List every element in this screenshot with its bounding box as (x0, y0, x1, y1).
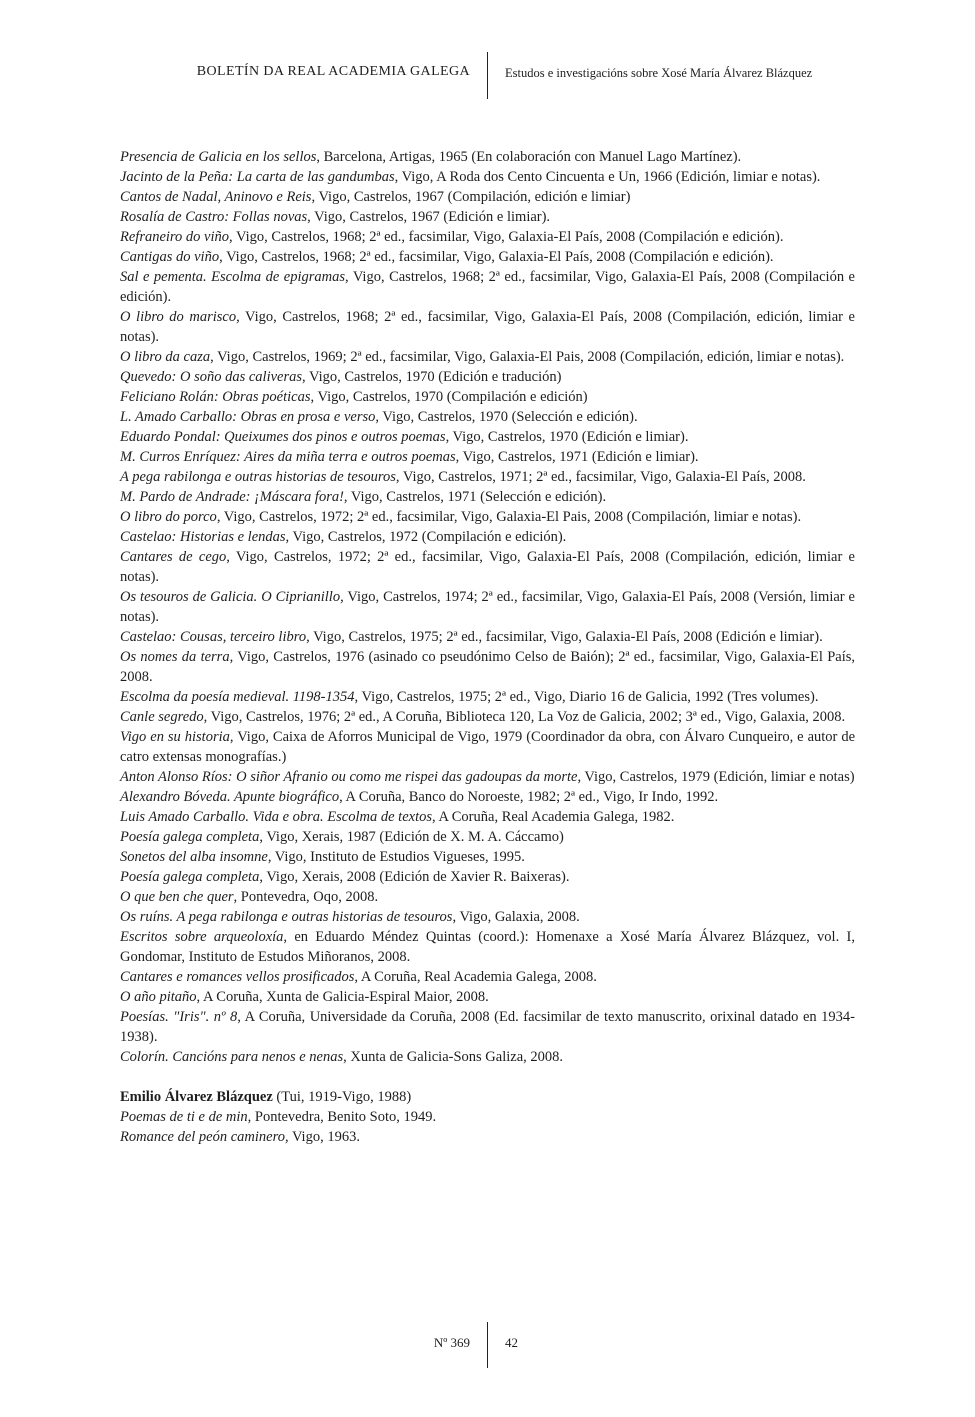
section-title: Estudos e investigacións sobre Xosé María Álvarez Blázquez (505, 66, 813, 80)
entry-title: Sal e pementa. Escolma de epigramas (120, 269, 345, 285)
bibliography-entry (120, 367, 855, 387)
entry-details: , Vigo, Castrelos, 1971; 2ª ed., facsimilar, Vigo, Galaxia-El País, 2008. (395, 469, 806, 485)
entry-details: , Vigo, Castrelos, 1970 (Edición e tradución) (302, 369, 562, 385)
entry-details: , Vigo, Xerais, 1987 (Edición de X. M. A. Cáccamo) (259, 829, 564, 845)
entry-details: , Vigo, Castrelos, 1976; 2ª ed., A Coruña, Biblioteca 120, La Voz de Galicia, 2002; 3ª ed., Vigo, Galaxia, 2008. (203, 709, 846, 725)
bibliography-entry (120, 547, 855, 587)
entry-details: , Vigo, Castrelos, 1972; 2ª ed., facsimilar, Vigo, Galaxia-El País, 2008 (Compilación, edición, limiar e notas). (120, 549, 855, 585)
entry-title: Canle segredo (120, 709, 204, 725)
entry-title: M. Curros Enríquez: Aires da miña terra e outros poemas (120, 449, 456, 465)
entry-title: O libro do marisco (120, 309, 237, 325)
bibliography-entry (120, 447, 855, 467)
entry-details: , Vigo, Castrelos, 1972 (Compilación e edición). (285, 529, 567, 545)
entry-title: Jacinto de la Peña: La carta de las gandumbas (120, 169, 395, 185)
entry-details: , Vigo, 1963. (284, 1129, 360, 1145)
bibliography-entry (120, 487, 855, 507)
entry-title: Os tesouros de Galicia. O Ciprianillo (120, 589, 341, 605)
entry-title: Anton Alonso Ríos: O siñor Afranio ou como me rispei das gadoupas da morte (120, 769, 578, 785)
entry-details: , Vigo, Castrelos, 1971 (Selección e edición). (343, 489, 607, 505)
entry-title: Alexandro Bóveda. Apunte biográfico (120, 789, 340, 805)
entry-title: Escolma da poesía medieval. 1198-1354 (120, 689, 355, 705)
bibliography-entry (120, 507, 855, 527)
entry-title: O año pitaño (120, 989, 197, 1005)
entry-details: , Vigo, Castrelos, 1968; 2ª ed., facsimilar, Vigo, Galaxia-El País, 2008 (Compilación e edición). (120, 269, 855, 305)
bibliography-entry (120, 907, 855, 927)
bibliography-entry (120, 967, 855, 987)
bibliography-entry (120, 307, 855, 347)
entry-title: Presencia de Galicia en los sellos (120, 149, 317, 165)
entry-title: Cantos de Nadal, Aninovo e Reis (120, 189, 312, 205)
bibliography-entry (120, 707, 855, 727)
entry-details: , Vigo, Castrelos, 1968; 2ª ed., facsimilar, Vigo, Galaxia-El País, 2008 (Compilación e edición). (229, 229, 784, 245)
entry-title: Poesía galega completa (120, 869, 260, 885)
entry-details: , Xunta de Galicia-Sons Galiza, 2008. (343, 1049, 563, 1065)
entry-title: Vigo en su historia (120, 729, 230, 745)
page-number: 42 (505, 1335, 518, 1350)
entry-title: Poesías. "Iris". nº 8 (120, 1009, 238, 1025)
entry-title: L. Amado Carballo: Obras en prosa e verso (120, 409, 376, 425)
entry-details: , Vigo, Castrelos, 1975; 2ª ed., Vigo, Diario 16 de Galicia, 1992 (Tres volumes). (354, 689, 819, 705)
entry-details: , Pontevedra, Oqo, 2008. (233, 889, 379, 905)
entry-details: , Vigo, Instituto de Estudios Vigueses, 1995. (267, 849, 525, 865)
entry-details: , A Coruña, Xunta de Galicia-Espiral Maior, 2008. (196, 989, 489, 1005)
bibliography-entry (120, 927, 855, 967)
entry-title: Cantares e romances vellos prosificados (120, 969, 355, 985)
entry-details: , Vigo, Castrelos, 1970 (Compilación e edición) (310, 389, 588, 405)
entry-details: , A Coruña, Universidade da Coruña, 2008 (Ed. facsimilar de texto manuscrito, orixinal datado en 1934-1938). (120, 1009, 855, 1045)
entry-details: , A Coruña, Banco do Noroeste, 1982; 2ª ed., Vigo, Ir Indo, 1992. (339, 789, 719, 805)
bibliography-entry (120, 807, 855, 827)
entry-details: , Vigo, Castrelos, 1976 (asinado co pseudónimo Celso de Baión); 2ª ed., facsimilar, Vigo, Galaxia-El País, 2008. (120, 649, 855, 685)
entry-details: , Vigo, Castrelos, 1968; 2ª ed., facsimilar, Vigo, Galaxia-El País, 2008 (Compilación, edición, limiar e notas). (120, 309, 855, 345)
bibliography-entry (120, 247, 855, 267)
entry-details: , Vigo, Castrelos, 1967 (Compilación, edición e limiar) (311, 189, 631, 205)
entry-title: Refraneiro do viño (120, 229, 229, 245)
entry-title: O libro do porco (120, 509, 217, 525)
bibliography-entry (120, 427, 855, 447)
entry-title: Feliciano Rolán: Obras poéticas (120, 389, 311, 405)
bibliography-entry (120, 207, 855, 227)
entry-details: , Vigo, Galaxia, 2008. (452, 909, 580, 925)
entry-details: , Vigo, Castrelos, 1969; 2ª ed., facsimilar, Vigo, Galaxia-El Pais, 2008 (Compilación, edición, limiar e notas). (210, 349, 845, 365)
entry-title: Eduardo Pondal: Queixumes dos pinos e outros poemas (120, 429, 446, 445)
entry-details: , A Coruña, Real Academia Galega, 1982. (432, 809, 675, 825)
bibliography-entry (120, 767, 855, 787)
author-heading (120, 1087, 855, 1107)
entry-title: Colorín. Cancións para nenos e nenas (120, 1049, 344, 1065)
entry-details: , Vigo, A Roda dos Cento Cincuenta e Un, 1966 (Edición, limiar e notas). (394, 169, 821, 185)
bibliography-entry (120, 347, 855, 367)
bibliography-entry (120, 407, 855, 427)
entry-details: , Vigo, Castrelos, 1974; 2ª ed., facsimilar, Vigo, Galaxia-El País, 2008 (Versión, limiar e notas). (120, 589, 855, 625)
bibliography-entry (120, 587, 855, 627)
entry-title: Os nomes da terra (120, 649, 230, 665)
entry-details: , Vigo, Caixa de Aforros Municipal de Vigo, 1979 (Coordinador da obra, con Álvaro Cunqueiro, e autor de catro extensas monografías.) (120, 729, 856, 765)
entry-details: , A Coruña, Real Academia Galega, 2008. (354, 969, 597, 985)
entry-title: Rosalía de Castro: Follas novas (120, 209, 308, 225)
entry-title: Poesía galega completa (120, 829, 260, 845)
author-name: Emilio Álvarez Blázquez (120, 1089, 273, 1105)
entry-title: A pega rabilonga e outras historias de tesouros (120, 469, 396, 485)
bibliography-entry (120, 687, 855, 707)
entry-details: , Barcelona, Artigas, 1965 (En colaboración con Manuel Lago Martínez). (316, 149, 742, 165)
bibliography-entry (120, 787, 855, 807)
bibliography-entry (120, 1127, 855, 1147)
bibliography-entry (120, 467, 855, 487)
bibliography-entry (120, 527, 855, 547)
author-dates: (Tui, 1919-Vigo, 1988) (272, 1089, 412, 1105)
journal-title: BOLETÍN DA REAL ACADEMIA GALEGA (196, 64, 470, 79)
bibliography-list (120, 147, 855, 1067)
bibliography-entry (120, 227, 855, 247)
entry-title: Poemas de ti e de min (120, 1109, 248, 1125)
entry-title: O libro da caza (120, 349, 211, 365)
bibliography-entry (120, 727, 855, 767)
entry-title: Luis Amado Carballo. Vida e obra. Escolma de textos (120, 809, 433, 825)
bibliography-entry (120, 627, 855, 647)
bibliography (120, 147, 855, 1147)
entry-title: Sonetos del alba insomne (120, 849, 268, 865)
entry-title: M. Pardo de Andrade: ¡Máscara fora! (120, 489, 344, 505)
entry-details: , Vigo, Castrelos, 1972; 2ª ed., facsimilar, Vigo, Galaxia-El Pais, 2008 (Compilación, limiar e notas). (216, 509, 802, 525)
entry-details: , Vigo, Castrelos, 1971 (Edición e limiar). (455, 449, 699, 465)
footer-divider (487, 1322, 488, 1368)
entry-title: Escritos sobre arqueoloxía (120, 929, 284, 945)
bibliography-entry (120, 1007, 855, 1047)
entry-title: Cantares de cego (120, 549, 227, 565)
entry-title: Quevedo: O soño das caliveras (120, 369, 303, 385)
entry-details: , Vigo, Castrelos, 1970 (Edición e limiar). (445, 429, 689, 445)
entry-title: Castelao: Historias e lendas (120, 529, 286, 545)
bibliography-entry (120, 387, 855, 407)
entry-details: , Pontevedra, Benito Soto, 1949. (247, 1109, 437, 1125)
entry-title: O que ben che quer (120, 889, 234, 905)
bibliography-entry (120, 1107, 855, 1127)
section-gap (120, 1067, 855, 1087)
issue-number: Nº 369 (433, 1335, 470, 1350)
entry-title: Castelao: Cousas, terceiro libro (120, 629, 307, 645)
entry-details: , Vigo, Castrelos, 1979 (Edición, limiar e notas) (577, 769, 855, 785)
entry-title: Os ruíns. A pega rabilonga e outras historias de tesouros (120, 909, 453, 925)
bibliography-entry (120, 867, 855, 887)
bibliography-entry (120, 647, 855, 687)
bibliography-entry (120, 1047, 855, 1067)
bibliography-entry (120, 887, 855, 907)
bibliography-entry (120, 147, 855, 167)
entry-details: , Vigo, Castrelos, 1975; 2ª ed., facsimilar, Vigo, Galaxia-El País, 2008 (Edición e limiar). (306, 629, 823, 645)
bibliography-entry (120, 827, 855, 847)
entry-details: , Vigo, Castrelos, 1970 (Selección e edición). (375, 409, 638, 425)
author-bibliography-list (120, 1107, 855, 1147)
entry-title: Romance del peón caminero (120, 1129, 285, 1145)
bibliography-entry (120, 267, 855, 307)
entry-details: , en Eduardo Méndez Quintas (coord.): Homenaxe a Xosé María Álvarez Blázquez, vol. I, Gondomar, Instituto de Estudos Miñoranos, 2008. (120, 929, 855, 965)
bibliography-entry (120, 167, 855, 187)
entry-details: , Vigo, Castrelos, 1968; 2ª ed., facsimilar, Vigo, Galaxia-El País, 2008 (Compilación e edición). (219, 249, 774, 265)
entry-details: , Vigo, Xerais, 2008 (Edición de Xavier R. Baixeras). (259, 869, 570, 885)
entry-details: , Vigo, Castrelos, 1967 (Edición e limiar). (307, 209, 551, 225)
entry-title: Cantigas do viño (120, 249, 220, 265)
bibliography-entry (120, 847, 855, 867)
bibliography-entry (120, 987, 855, 1007)
bibliography-entry (120, 187, 855, 207)
header-divider (487, 52, 488, 99)
